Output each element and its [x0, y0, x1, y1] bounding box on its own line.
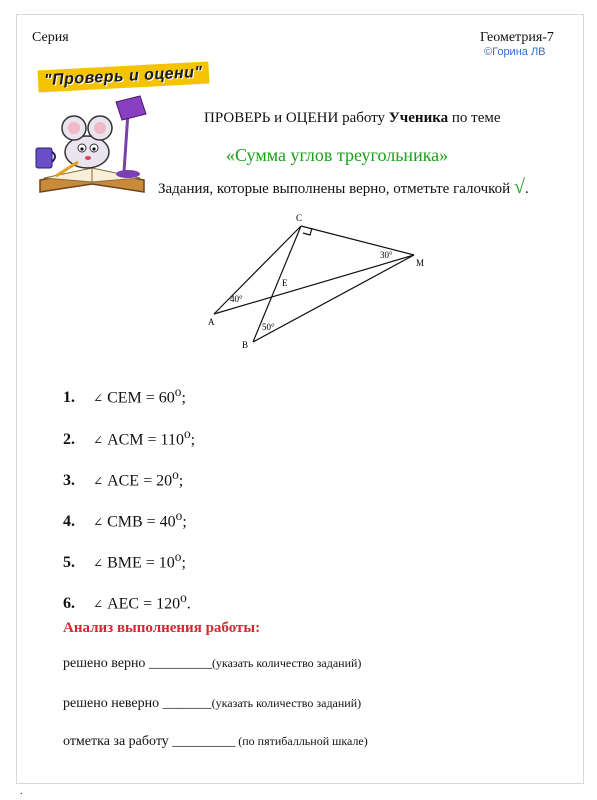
intro-bold: Ученика	[388, 110, 449, 126]
report-blank[interactable]: _________	[148, 656, 212, 671]
angle-icon: ∠	[93, 433, 104, 448]
task-item-3[interactable]	[63, 467, 183, 490]
analysis-title: Анализ выполнения работы:	[63, 620, 261, 636]
report-label: решено верно	[63, 656, 149, 671]
angle-icon: ∠	[93, 474, 104, 489]
task-item-5[interactable]	[63, 549, 186, 572]
point-b-label: B	[242, 340, 249, 350]
task-number: 2.	[63, 431, 75, 449]
report-hint: (указать количество заданий)	[211, 656, 362, 670]
copyright-label: ©Горина ЛВ	[484, 46, 546, 58]
intro-prefix: ПРОВЕРЬ и ОЦЕНИ работу	[204, 110, 389, 126]
task-item-1[interactable]	[63, 384, 186, 407]
point-a-label: A	[208, 317, 215, 327]
angle-b-label: 50°	[262, 322, 275, 332]
report-blank[interactable]: _______	[162, 696, 212, 711]
segment-cb	[253, 226, 301, 342]
task-text: AEC = 120	[107, 595, 181, 613]
report-row-grade[interactable]	[63, 734, 368, 750]
task-end: ;	[181, 554, 186, 572]
report-hint: (по пятибалльной шкале)	[235, 734, 368, 748]
report-label: решено неверно	[63, 696, 163, 711]
report-hint: (указать количество заданий)	[211, 696, 362, 710]
degree-mark: о	[174, 384, 182, 399]
segment-bm	[253, 255, 414, 342]
instruction-line	[158, 176, 529, 199]
task-text: CMB = 40	[107, 513, 176, 531]
intro-suffix: по теме	[448, 110, 501, 126]
intro-line	[204, 110, 501, 127]
task-number: 5.	[63, 554, 75, 572]
instruction-text: Задания, которые выполнены верно, отметьте галочкой	[158, 181, 511, 197]
task-number: 3.	[63, 472, 75, 490]
report-row-correct[interactable]	[63, 656, 361, 672]
title-banner: "Проверь и оцени"	[38, 62, 210, 93]
angle-icon: ∠	[93, 391, 104, 406]
report-label: отметка за работу	[63, 734, 173, 749]
task-text: ACM = 110	[107, 431, 184, 449]
task-text: CEM = 60	[107, 389, 175, 407]
task-number: 1.	[63, 389, 75, 407]
task-end: ;	[178, 472, 184, 490]
mascot-illustration	[32, 92, 152, 202]
angle-a-label: 40°	[230, 294, 243, 304]
angle-icon: ∠	[93, 597, 104, 612]
degree-mark: о	[174, 549, 182, 564]
point-c-label: C	[296, 213, 303, 223]
task-item-2[interactable]	[63, 426, 195, 449]
point-m-label: M	[416, 258, 425, 268]
segment-cm	[301, 226, 414, 255]
degree-mark: о	[175, 508, 183, 523]
point-e-label: E	[282, 278, 288, 288]
degree-mark: о	[180, 590, 187, 605]
angle-icon: ∠	[93, 515, 104, 530]
task-item-6[interactable]	[63, 590, 191, 613]
task-number: 6.	[63, 595, 75, 613]
course-label: Геометрия-7	[480, 30, 554, 45]
task-end: ;	[182, 513, 187, 531]
topic-title: «Сумма углов треугольника»	[226, 145, 449, 165]
task-item-4[interactable]	[63, 508, 187, 531]
footer-dot: .	[20, 786, 23, 797]
task-end: ;	[190, 431, 196, 449]
angle-m-label: 30°	[380, 250, 393, 260]
geometry-figure	[200, 208, 440, 358]
series-label: Серия	[32, 30, 69, 45]
task-text: ACE = 20	[107, 472, 173, 490]
report-blank[interactable]: _________	[172, 734, 236, 749]
angle-icon: ∠	[93, 556, 104, 571]
instruction-end: .	[524, 181, 529, 197]
task-number: 4.	[63, 513, 75, 531]
report-row-incorrect[interactable]	[63, 696, 361, 712]
checkmark-icon: √	[513, 176, 525, 198]
task-end: ;	[181, 389, 186, 407]
degree-mark: о	[172, 467, 179, 482]
task-text: BME = 10	[107, 554, 175, 572]
degree-mark: о	[183, 426, 191, 441]
task-end: .	[186, 595, 191, 613]
